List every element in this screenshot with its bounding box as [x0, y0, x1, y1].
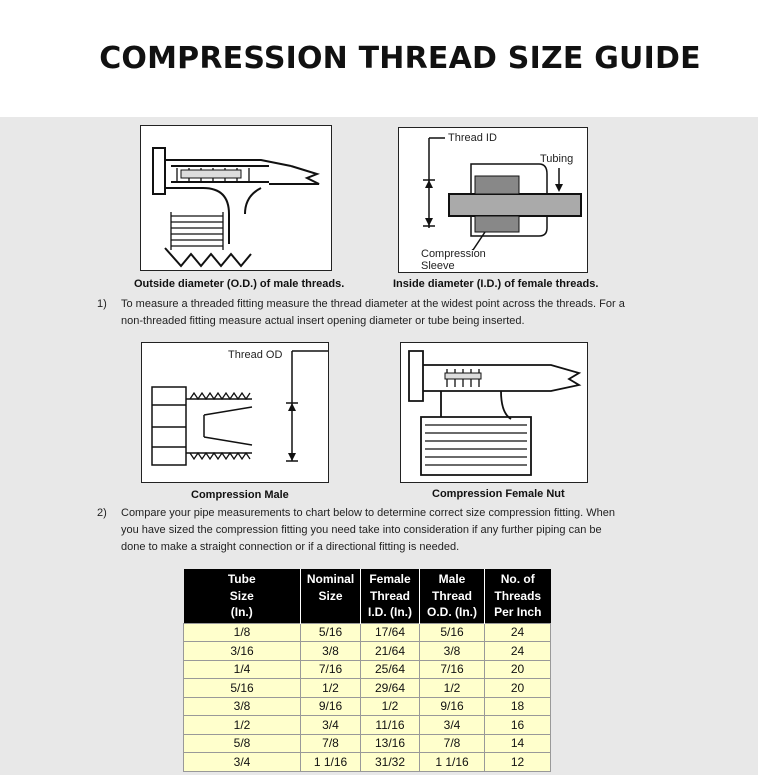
table-row [184, 679, 551, 698]
table-cell: 1/2 [420, 679, 485, 698]
table-cell: 1 1/16 [301, 753, 361, 772]
table-cell: 5/16 [301, 623, 361, 642]
header-line: (In.) [230, 605, 253, 619]
table-cell: 7/8 [301, 734, 361, 753]
male-od-diagram [140, 125, 332, 271]
header-line: Female [369, 572, 411, 586]
table-row [184, 642, 551, 661]
header-line: Size [318, 588, 343, 603]
table-cell: 3/4 [184, 753, 301, 772]
table-cell: 17/64 [361, 623, 420, 642]
header-nominal-size [301, 569, 361, 623]
header-threads-per-inch [485, 569, 551, 623]
table-cell: 3/4 [420, 716, 485, 735]
header [0, 0, 758, 117]
table-row [184, 660, 551, 679]
table-header-row [184, 569, 551, 623]
table-cell: 16 [485, 716, 551, 735]
header-line: Threads [494, 588, 542, 603]
compression-male-caption: Compression Male [191, 489, 289, 501]
tubing-label: Tubing [540, 153, 574, 165]
table-cell: 20 [485, 660, 551, 679]
table-cell: 1/2 [361, 697, 420, 716]
thread-size-table [183, 569, 551, 772]
table-cell: 21/64 [361, 642, 420, 661]
table-row [184, 734, 551, 753]
header-line: Thread [369, 588, 410, 603]
table-cell: 7/16 [420, 660, 485, 679]
table-cell: 3/4 [301, 716, 361, 735]
step-number: 2) [97, 507, 107, 519]
step-text-line: done to make a straight connection or if a directional fitting is needed. [121, 541, 460, 553]
table-row [184, 697, 551, 716]
table-cell: 5/16 [420, 623, 485, 642]
header-female-thread-id [361, 569, 420, 623]
table-cell: 24 [485, 623, 551, 642]
step-text-line: you have sized the compression fitting you need take into consideration if any further piping can be [121, 524, 602, 536]
table-cell: 9/16 [420, 697, 485, 716]
table-cell: 1/2 [184, 716, 301, 735]
table-cell: 14 [485, 734, 551, 753]
thread-id-label: Thread ID [448, 132, 497, 144]
table-cell: 25/64 [361, 660, 420, 679]
header-line: No. of [500, 572, 535, 586]
male-od-caption: Outside diameter (O.D.) of male threads. [134, 278, 345, 290]
step-text-line: non-threaded fitting measure actual insert opening diameter or tube being inserted. [121, 315, 525, 327]
page-title: COMPRESSION THREAD SIZE GUIDE [99, 41, 701, 76]
table-row [184, 753, 551, 772]
header-line: I.D. (In.) [368, 605, 412, 619]
header-line: Thread [431, 588, 472, 603]
table-cell: 1/4 [184, 660, 301, 679]
table-cell: 3/8 [301, 642, 361, 661]
instruction-step-1 [97, 296, 717, 332]
header-male-thread-od [420, 569, 485, 623]
table-cell: 3/8 [184, 697, 301, 716]
step-text-line: To measure a threaded fitting measure the thread diameter at the widest point across the threads. For a [121, 298, 625, 310]
table-cell: 1 1/16 [420, 753, 485, 772]
table-row [184, 716, 551, 735]
table-cell: 11/16 [361, 716, 420, 735]
table-cell: 12 [485, 753, 551, 772]
sleeve-label-line1: Compression [421, 248, 486, 260]
header-line: Per Inch [494, 605, 542, 619]
female-id-caption: Inside diameter (I.D.) of female threads. [393, 278, 599, 290]
thread-od-label: Thread OD [228, 349, 283, 361]
table-cell: 3/16 [184, 642, 301, 661]
table-cell: 31/32 [361, 753, 420, 772]
header-tube-size [184, 569, 301, 623]
instruction-step-2 [97, 505, 717, 559]
step-text-line: Compare your pipe measurements to chart below to determine correct size compression fitting. When [121, 507, 615, 519]
compression-female-nut-diagram [400, 342, 588, 483]
step-number: 1) [97, 298, 107, 310]
table-cell: 5/8 [184, 734, 301, 753]
table-cell: 7/8 [420, 734, 485, 753]
compression-male-diagram [141, 342, 329, 483]
table-cell: 24 [485, 642, 551, 661]
table-cell: 18 [485, 697, 551, 716]
table-row [184, 623, 551, 642]
table-cell: 29/64 [361, 679, 420, 698]
table-cell: 3/8 [420, 642, 485, 661]
table-cell: 13/16 [361, 734, 420, 753]
table-cell: 20 [485, 679, 551, 698]
table-cell: 1/2 [301, 679, 361, 698]
header-line: Nominal [306, 572, 355, 586]
header-line: O.D. (In.) [427, 605, 477, 619]
header-line: Size [229, 588, 254, 603]
table-cell: 1/8 [184, 623, 301, 642]
header-line: Male [438, 572, 466, 586]
table-cell: 9/16 [301, 697, 361, 716]
header-line: Tube [227, 572, 256, 586]
sleeve-label-line2: Sleeve [421, 260, 455, 272]
table-cell: 7/16 [301, 660, 361, 679]
table-cell: 5/16 [184, 679, 301, 698]
compression-female-caption: Compression Female Nut [432, 488, 565, 500]
